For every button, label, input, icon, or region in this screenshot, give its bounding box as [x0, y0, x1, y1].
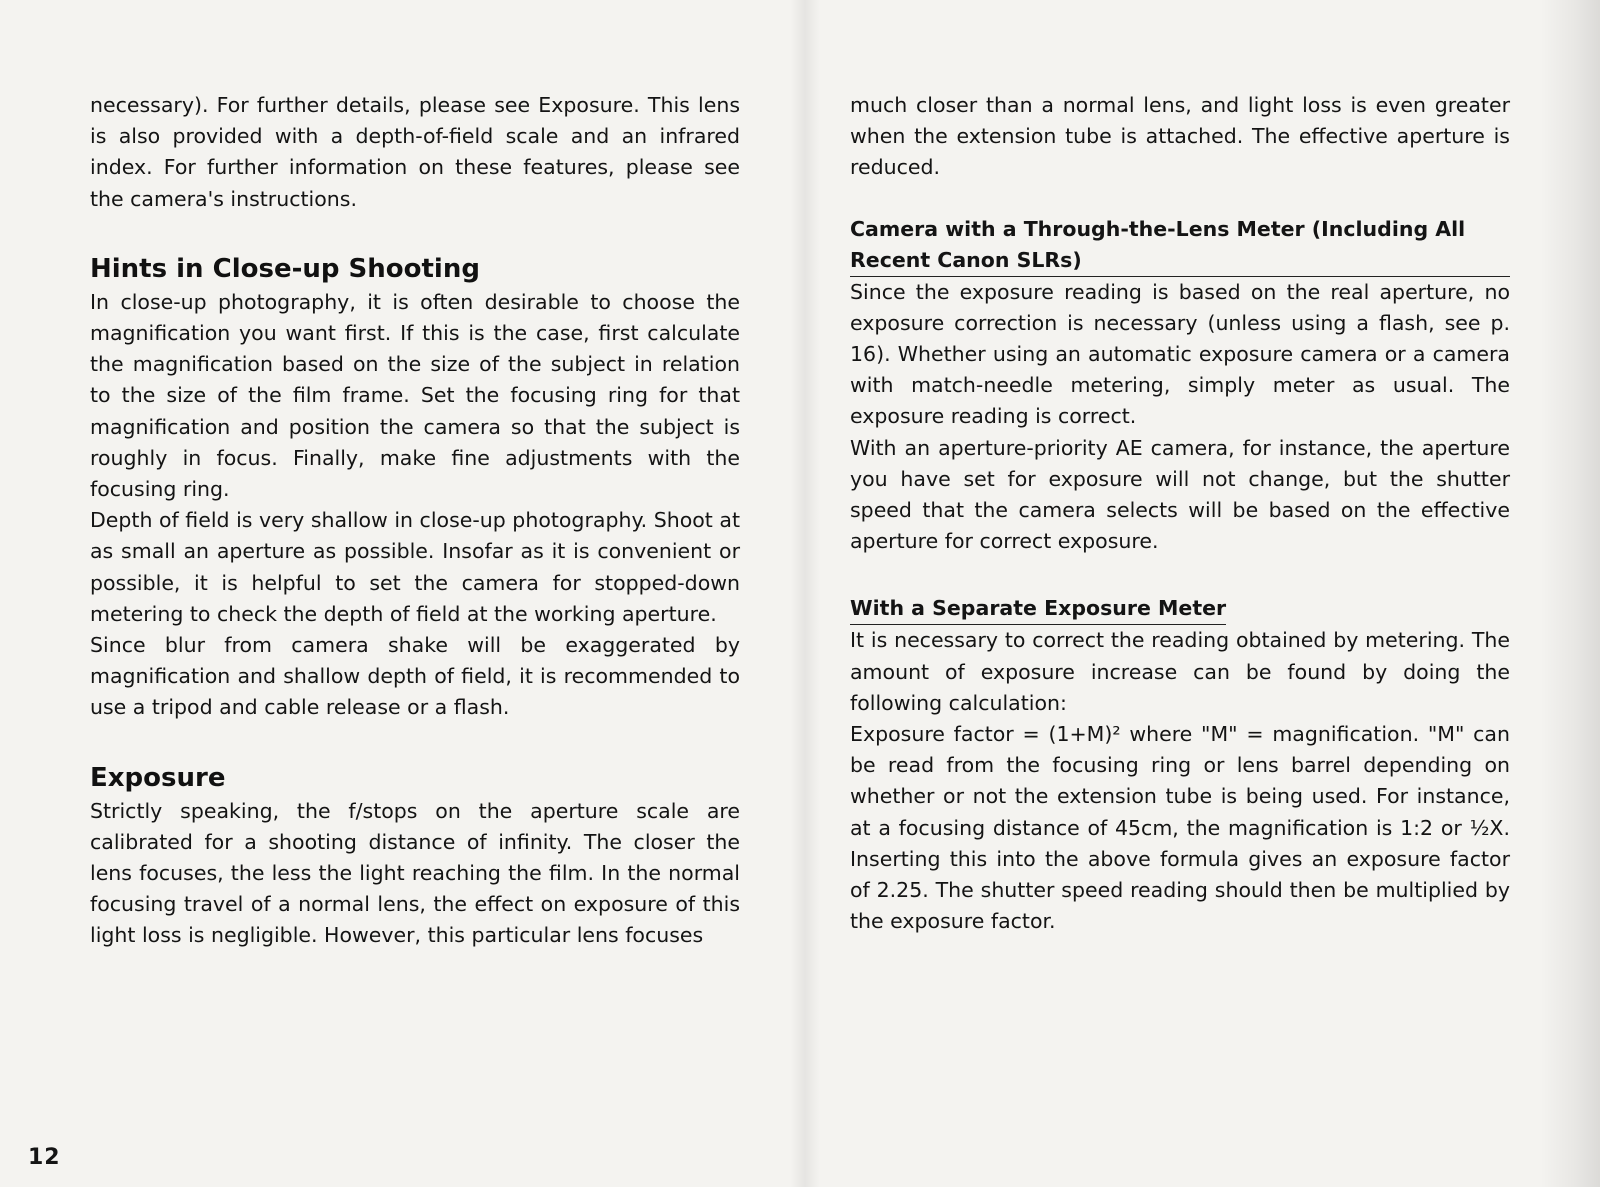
hints-paragraph-2: Depth of field is very shallow in close-up photography. Shoot at as small an aperture as possible. Insofar as it is convenient or possible, it is helpful to set the camera for stopped-down metering to check the depth of field at the working aperture. [90, 508, 740, 626]
left-page-column [90, 90, 740, 952]
separate-meter-heading: With a Separate Exposure Meter [850, 593, 1226, 625]
continuation-paragraph: much closer than a normal lens, and light loss is even greater when the extension tube is attached. The effective aperture is reduced. [850, 93, 1510, 180]
hints-paragraph-3: Since blur from camera shake will be exaggerated by magnification and shallow depth of field, it is recommended to use a tripod and cable release or a flash. [90, 633, 740, 720]
separate-meter-paragraph-2: Exposure factor = (1+M)² where "M" = magnification. "M" can be read from the focusing ring or lens barrel depending on whether or not the extension tube is being used. For instance, at a focusing distance of 45cm, the magnification is 1:2 or ½X. Inserting this into the above formula gives an exposure factor of 2.25. The shutter speed reading should then be multiplied by the exposure factor. [850, 722, 1510, 934]
ttl-paragraph-2: With an aperture-priority AE camera, for instance, the aperture you have set for exposure will not change, but the shutter speed that the camera selects will be based on the effective aperture for correct exposure. [850, 435, 1510, 554]
hints-paragraph-1: In close-up photography, it is often desirable to choose the magnification you want first. If this is the case, first calculate the magnification based on the size of the subject in relation to the size of the film frame. Set the focusing ring for that magnification and position the camera so that the subject is roughly in focus. Finally, make fine adjustments with the focusing ring. [90, 289, 740, 502]
ttl-paragraph-1: Since the exposure reading is based on the real aperture, no exposure correction is necessary (unless using a flash, see p. 16). Whether using an automatic exposure camera or a camera with match-needle metering, simply meter as usual. The exposure reading is correct. [850, 279, 1510, 429]
exposure-paragraph: Strictly speaking, the f/stops on the aperture scale are calibrated for a shooting distance of infinity. The closer the lens focuses, the less the light reaching the film. In the normal focusing travel of a normal lens, the effect on exposure of this light loss is negligible. However, this particular lens focuses [90, 798, 740, 948]
ttl-meter-heading: Camera with a Through-the-Lens Meter (Including All Recent Canon SLRs) [850, 214, 1510, 277]
exposure-heading: Exposure [90, 762, 226, 793]
separate-meter-paragraph-1: It is necessary to correct the reading obtained by metering. The amount of exposure increase can be found by doing the following calculation: [850, 628, 1510, 715]
right-page-column [850, 90, 1510, 937]
page-gutter [790, 0, 820, 1187]
page-edge-shadow [1540, 0, 1600, 1187]
page-number: 12 [28, 1145, 61, 1170]
intro-paragraph: necessary). For further details, please see Exposure. This lens is also provided with a depth-of-field scale and an infrared index. For further information on these features, please see the camera's instructions. [90, 93, 740, 211]
hints-heading: Hints in Close-up Shooting [90, 253, 480, 284]
